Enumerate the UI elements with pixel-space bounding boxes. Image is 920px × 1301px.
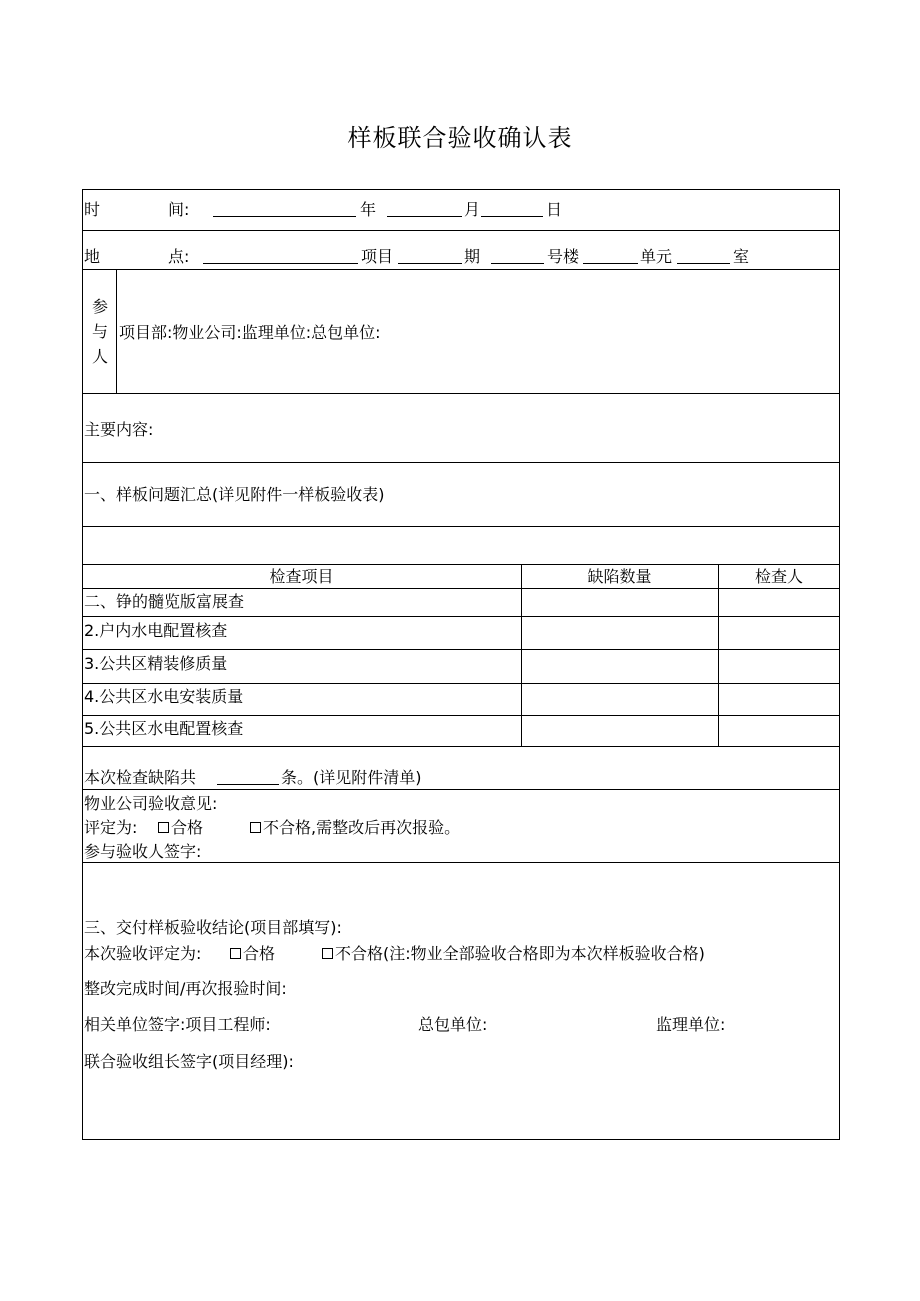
- participants-side-label: 人: [92, 347, 109, 366]
- room-label: 室: [733, 247, 750, 266]
- row-divider: [82, 230, 840, 231]
- header-check-item: 检查项目: [269, 567, 334, 586]
- room-field[interactable]: [677, 248, 730, 264]
- building-field[interactable]: [491, 248, 544, 264]
- building-label: 号楼: [547, 247, 580, 266]
- phase-field[interactable]: [398, 248, 462, 264]
- conclusion-fail-label: 不合格(注:物业全部验收合格即为本次样板验收合格): [335, 944, 705, 963]
- row-divider: [82, 564, 840, 565]
- property-opinion-label: 物业公司验收意见:: [84, 794, 218, 813]
- time-label-2: 间:: [168, 200, 190, 219]
- row-divider: [82, 715, 840, 716]
- unit-field[interactable]: [583, 248, 638, 264]
- conclusion-pass-option[interactable]: [230, 944, 275, 964]
- property-rated-label: 评定为:: [84, 818, 138, 837]
- row-divider: [82, 683, 840, 684]
- property-pass-label: 合格: [171, 818, 204, 837]
- phase-label: 期: [464, 247, 481, 266]
- defects-suffix: 条。(详见附件清单): [281, 768, 422, 787]
- participants-side-label: 参: [92, 297, 109, 316]
- row-divider: [82, 393, 840, 394]
- row-divider: [82, 746, 840, 747]
- leader-sign-label: 联合验收组长签字(项目经理):: [84, 1052, 294, 1071]
- property-fail-option[interactable]: [250, 818, 460, 838]
- row-divider: [82, 269, 840, 270]
- table-row-label: 二、铮的髓览版富展查: [84, 592, 245, 611]
- rectify-time-label: 整改完成时间/再次报验时间:: [84, 979, 287, 998]
- conclusion-fail-option[interactable]: [322, 944, 705, 964]
- table-row-label: 2.户内水电配置核查: [84, 621, 228, 640]
- column-divider: [521, 564, 522, 746]
- row-divider: [82, 462, 840, 463]
- project-label: 项目: [361, 247, 394, 266]
- year-label: 年: [360, 200, 377, 219]
- checkbox-icon: [322, 948, 333, 959]
- row-divider: [82, 789, 840, 790]
- general-contractor-label: 总包单位:: [418, 1015, 488, 1034]
- checkbox-icon: [250, 822, 261, 833]
- sign-label: 相关单位签字:项目工程师:: [84, 1015, 271, 1034]
- defects-count-field[interactable]: [217, 769, 279, 785]
- month-field[interactable]: [387, 201, 462, 217]
- project-field[interactable]: [203, 248, 358, 264]
- participants-content: 项目部:物业公司:监理单位:总包单位:: [119, 323, 381, 342]
- column-divider: [116, 269, 117, 393]
- header-inspector: 检查人: [754, 567, 803, 586]
- table-row-label: 5.公共区水电配置核查: [84, 719, 244, 738]
- day-field[interactable]: [481, 201, 543, 217]
- unit-label: 单元: [640, 247, 673, 266]
- property-pass-option[interactable]: [158, 818, 203, 838]
- row-divider: [82, 526, 840, 527]
- row-divider: [82, 649, 840, 650]
- page-title: 样板联合验收确认表: [347, 124, 573, 152]
- table-row-label: 3.公共区精装修质量: [84, 654, 228, 673]
- place-label: 地: [84, 247, 101, 266]
- checkbox-icon: [158, 822, 169, 833]
- main-content-label: 主要内容:: [84, 420, 154, 439]
- place-label-2: 点:: [168, 247, 190, 266]
- row-divider: [82, 588, 840, 589]
- property-signature-label: 参与验收人签字:: [84, 842, 202, 861]
- checkbox-icon: [230, 948, 241, 959]
- section-one-heading: 一、样板问题汇总(详见附件一样板验收表): [84, 485, 385, 504]
- table-row-label: 4.公共区水电安装质量: [84, 687, 244, 706]
- row-divider: [82, 862, 840, 863]
- defects-prefix: 本次检查缺陷共: [84, 768, 197, 787]
- month-label: 月: [464, 200, 481, 219]
- time-label: 时: [84, 200, 101, 219]
- conclusion-rated-label: 本次验收评定为:: [84, 944, 202, 963]
- property-fail-label: 不合格,需整改后再次报验。: [263, 818, 461, 837]
- supervisor-label: 监理单位:: [656, 1015, 726, 1034]
- column-divider: [718, 564, 719, 746]
- header-defect-count: 缺陷数量: [587, 567, 652, 586]
- year-field[interactable]: [213, 201, 356, 217]
- day-label: 日: [546, 200, 563, 219]
- conclusion-heading: 三、交付样板验收结论(项目部填写):: [84, 918, 342, 937]
- row-divider: [82, 616, 840, 617]
- conclusion-pass-label: 合格: [243, 944, 276, 963]
- participants-side-label: 与: [92, 322, 109, 341]
